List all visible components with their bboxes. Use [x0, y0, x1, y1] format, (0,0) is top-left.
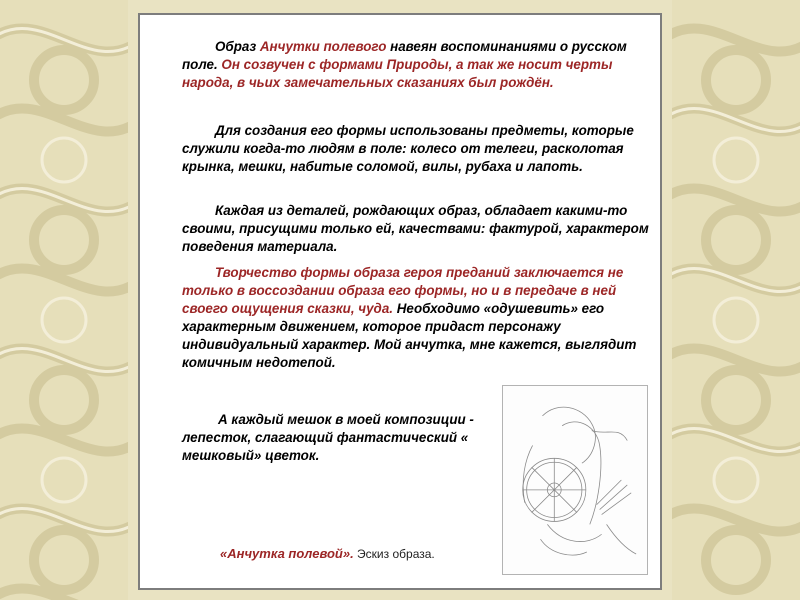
p3-text: Каждая из деталей, рождающих образ, обладает какими-то своими, присущими только ей, качествами: фактурой, характером поведения материала. [182, 203, 649, 254]
sketch-drawing [503, 386, 647, 574]
caption-rest: Эскиз образа. [353, 547, 435, 561]
paragraph-1 [182, 38, 650, 92]
caption-title: «Анчутка полевой». [220, 546, 354, 561]
p2-text: Для создания его формы использованы предметы, которые служили когда-то людям в поле: колесо от телеги, расколотая крынка, мешки, набитые соломой, вилы, рубаха и лапоть. [182, 123, 634, 174]
sketch-image [502, 385, 648, 575]
p1-text-c: навеян воспоминаниями о русском поле. [182, 39, 627, 72]
p1-text-a: Образ [215, 39, 260, 54]
p1-text-title: Анчутки полевого [259, 39, 387, 54]
slide-content [138, 13, 662, 590]
ornament-right [672, 0, 800, 600]
p5-text: А каждый мешок в моей композиции - лепесток, слагающий фантастический « мешковый» цветок. [182, 412, 474, 463]
paragraph-4 [182, 264, 650, 372]
sketch-caption [220, 545, 435, 563]
p4-text-black: Необходимо «одушевить» его характерным движением, которое придаст персонажу индивидуальный характер. Мой анчутка, мне кажется, выглядит комичным недотепой. [182, 301, 637, 370]
paragraph-3 [182, 202, 650, 256]
p1-text-d: Он созвучен с формами Природы, а так же носит черты народа, в чьих замечательных сказаниях был рождён. [182, 57, 613, 90]
p4-text-red: Творчество формы образа героя преданий заключается не только в воссоздании образа его формы, но и в передаче в ней своего ощущения сказки, чуда. [182, 265, 624, 316]
ornament-left [0, 0, 128, 600]
paragraph-2 [182, 122, 650, 176]
paragraph-5 [182, 411, 482, 465]
